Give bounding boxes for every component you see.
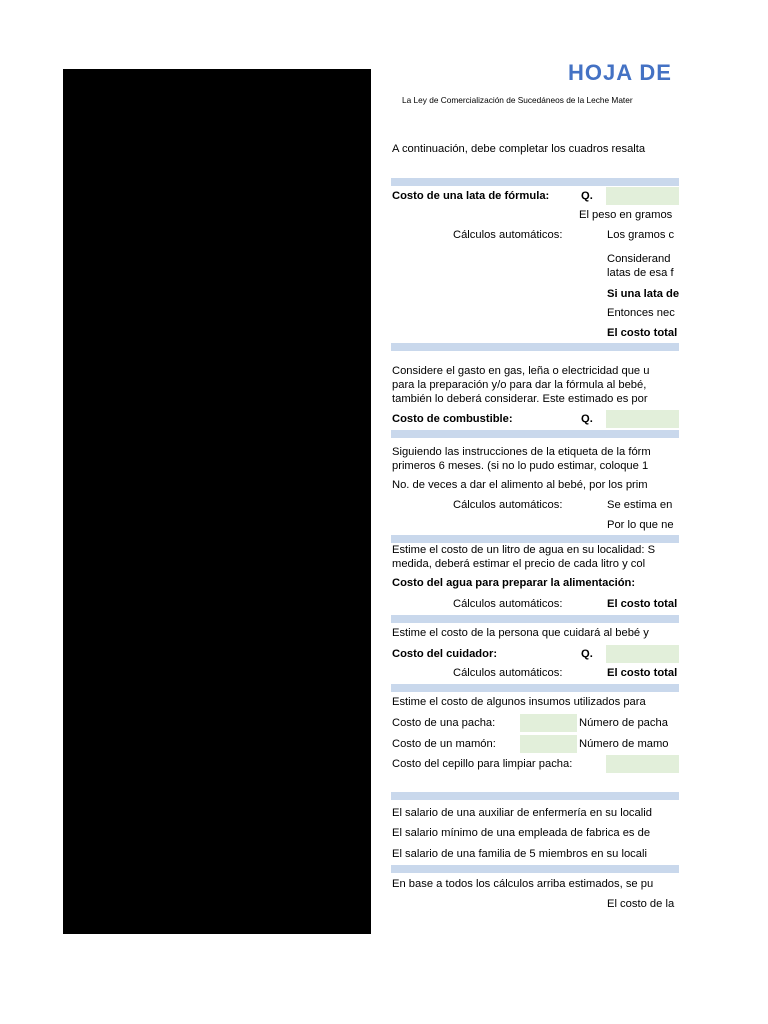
section-text: medida, deberá estimar el precio de cada litro y col [392,558,646,570]
brush-cost-input[interactable] [606,755,679,773]
currency-label: Q. [581,648,593,660]
nipple-cost-label: Costo de un mamón: [392,738,496,750]
auto-line: Considerand [607,253,671,265]
section-band [391,684,679,692]
page-subtitle: La Ley de Comercialización de Sucedáneos de la Leche Mater [402,95,633,105]
section-band [391,535,679,543]
section-band [391,343,679,351]
auto-calc-label: Cálculos automáticos: [453,499,563,511]
formula-cost-label: Costo de una lata de fórmula: [392,190,550,202]
spreadsheet-page [371,60,679,940]
auto-line: Entonces nec [607,307,675,319]
intro-text: A continuación, debe completar los cuadros resalta [392,143,646,155]
section-band [391,178,679,186]
brush-cost-label: Costo del cepillo para limpiar pacha: [392,758,573,770]
section-text: también lo deberá considerar. Este estimado es por [392,393,648,405]
water-cost-label: Costo del agua para preparar la alimentación: [392,577,636,589]
salary-line: El salario mínimo de una empleada de fabrica es de [392,827,651,839]
currency-label: Q. [581,413,593,425]
auto-line: latas de esa f [607,267,674,279]
salary-line: El salario de una familia de 5 miembros en su locali [392,848,647,860]
bottle-count-label: Número de pacha [579,717,668,729]
redacted-area [63,69,371,934]
section-text: Siguiendo las instrucciones de la etiqueta de la fórm [392,446,651,458]
section-text: Estime el costo de la persona que cuidará al bebé y [392,627,649,639]
caregiver-cost-label: Costo del cuidador: [392,648,498,660]
currency-label: Q. [581,190,593,202]
fuel-cost-input[interactable] [606,410,679,428]
weight-line: El peso en gramos [579,209,673,221]
formula-cost-input[interactable] [606,187,679,205]
section-text: para la preparación y/o para dar la fórmula al bebé, [392,379,647,391]
section-text: primeros 6 meses. (si no lo pudo estimar, coloque 1 [392,460,649,472]
section-band [391,430,679,438]
auto-calc-label: Cálculos automáticos: [453,667,563,679]
section-band [391,792,679,800]
auto-calc-label: Cálculos automáticos: [453,598,563,610]
auto-line: Por lo que ne [607,519,674,531]
salary-line: El salario de una auxiliar de enfermería en su localid [392,807,652,819]
nipple-cost-input[interactable] [520,735,577,753]
auto-line: Si una lata de [607,288,679,300]
feedings-label: No. de veces a dar el alimento al bebé, por los prim [392,479,648,491]
nipple-count-label: Número de mamo [579,738,669,750]
summary-line: En base a todos los cálculos arriba estimados, se pu [392,878,654,890]
page-title: HOJA DE [568,60,672,85]
summary-line: El costo de la [607,898,675,910]
section-text: Estime el costo de algunos insumos utilizados para [392,696,646,708]
auto-line: Se estima en [607,499,673,511]
auto-line-total: El costo total [607,667,678,679]
bottle-cost-label: Costo de una pacha: [392,717,496,729]
auto-line-total: El costo total [607,327,678,339]
section-band [391,615,679,623]
auto-line-total: El costo total [607,598,678,610]
section-text: Estime el costo de un litro de agua en su localidad: S [392,544,656,556]
caregiver-cost-input[interactable] [606,645,679,663]
section-band [391,865,679,873]
fuel-cost-label: Costo de combustible: [392,413,513,425]
auto-calc-label: Cálculos automáticos: [453,229,563,241]
auto-line: Los gramos c [607,229,675,241]
section-text: Considere el gasto en gas, leña o electricidad que u [392,365,650,377]
bottle-cost-input[interactable] [520,714,577,732]
